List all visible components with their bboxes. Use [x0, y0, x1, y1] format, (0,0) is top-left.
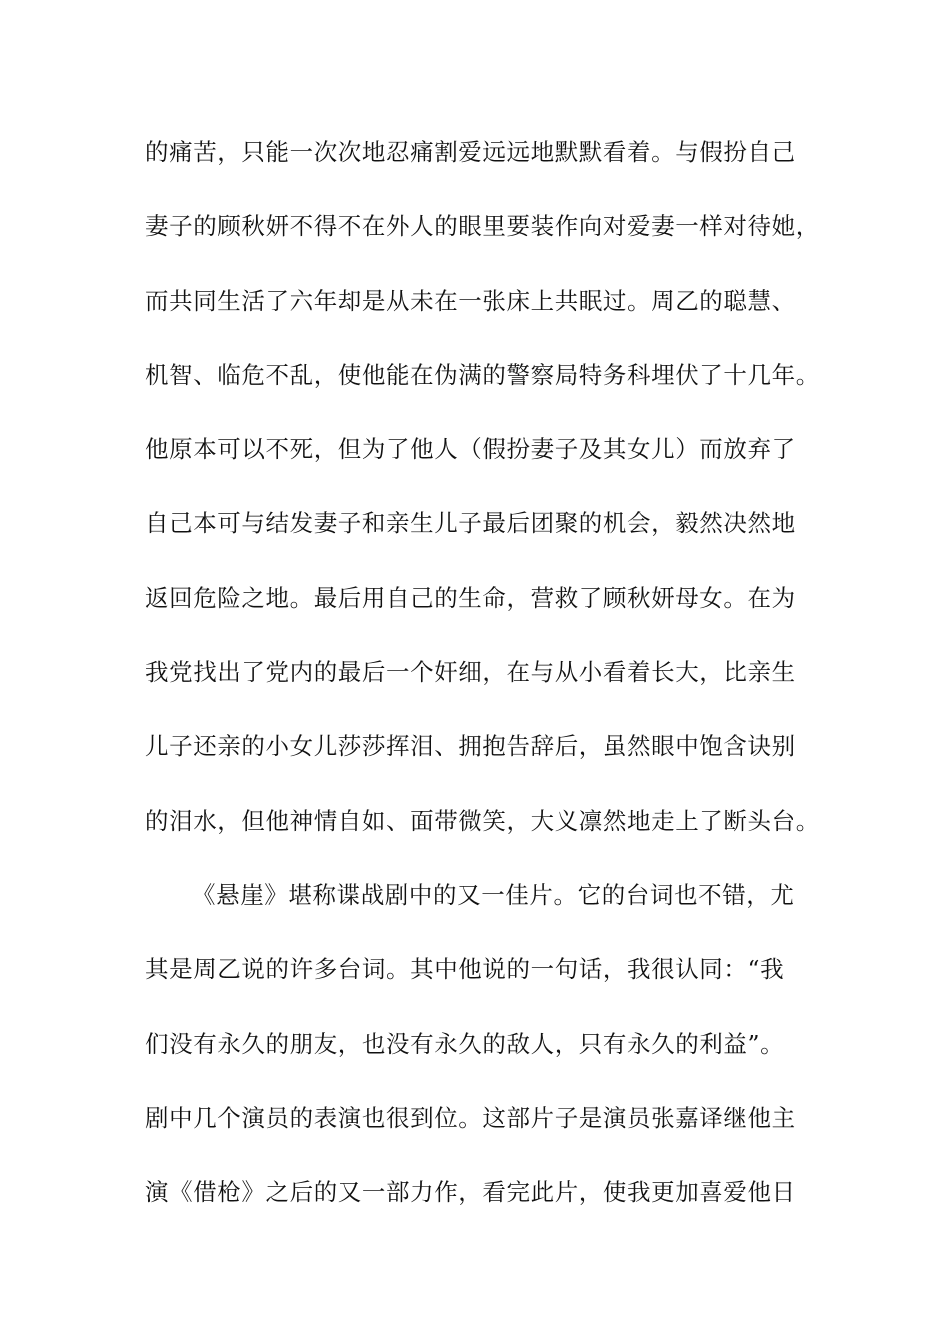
text-line-14: 剧中几个演员的表演也很到位。这部片子是演员张嘉译继他主	[145, 1103, 796, 1132]
text-line-13: 们没有永久的朋友，也没有永久的敌人，只有永久的利益”。	[145, 1029, 785, 1058]
text-line-12: 其是周乙说的许多台词。其中他说的一句话，我很认同：“我	[145, 955, 785, 984]
paragraph-start-line: 《悬崖》堪称谍战剧中的又一佳片。它的台词也不错，尤	[192, 880, 795, 909]
text-line-3: 而共同生活了六年却是从未在一张床上共眠过。周乙的聪慧、	[145, 286, 796, 315]
text-line-6: 自己本可与结发妻子和亲生儿子最后团聚的机会，毅然决然地	[145, 509, 796, 538]
document-body	[145, 123, 825, 1237]
text-line-15: 演《借枪》之后的又一部力作，看完此片，使我更加喜爱他日	[145, 1178, 796, 1207]
text-line-2: 妻子的顾秋妍不得不在外人的眼里要装作向对爱妻一样对待她，	[145, 212, 820, 241]
text-line-7: 返回危险之地。最后用自己的生命，营救了顾秋妍母女。在为	[145, 583, 796, 612]
text-line-4: 机智、临危不乱，使他能在伪满的警察局特务科埋伏了十几年。	[145, 360, 820, 389]
text-line-1: 的痛苦，只能一次次地忍痛割爱远远地默默看着。与假扮自己	[145, 138, 796, 166]
text-line-10: 的泪水，但他神情自如、面带微笑，大义凛然地走上了断头台。	[145, 806, 820, 835]
text-line-5: 他原本可以不死，但为了他人（假扮妻子及其女儿）而放弃了	[145, 435, 796, 464]
text-line-8: 我党找出了党内的最后一个奸细，在与从小看着长大，比亲生	[145, 658, 796, 687]
text-line-9: 儿子还亲的小女儿莎莎挥泪、拥抱告辞后，虽然眼中饱含诀别	[145, 732, 796, 761]
